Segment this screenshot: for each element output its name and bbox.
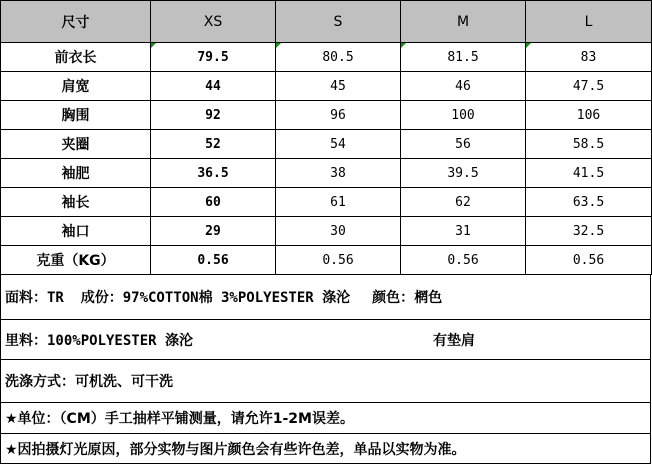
table-row (1, 159, 652, 188)
row-label: 肩宽 (1, 72, 151, 101)
table-row (1, 101, 652, 130)
cell-xs: 79.5 (151, 43, 276, 72)
color-disclaimer: ★因拍摄灯光原因，部分实物与图片颜色会有些许色差，单品以实物为准。 (5, 441, 466, 458)
table-row (1, 246, 652, 275)
cell-m: 0.56 (401, 246, 526, 275)
cell-m: 31 (401, 217, 526, 246)
cell-l: 47.5 (526, 72, 652, 101)
cell-s: 96 (276, 101, 401, 130)
cell-l: 106 (526, 101, 652, 130)
cell-l: 83 (526, 43, 652, 72)
header-s: S (276, 1, 401, 43)
row-label: 袖肥 (1, 159, 151, 188)
fabric-composition: 面料：TR 成份：97%COTTON棉 3%POLYESTER 涤沦 (5, 290, 351, 306)
cell-m: 81.5 (401, 43, 526, 72)
table-row (1, 72, 652, 101)
cell-xs: 60 (151, 188, 276, 217)
cell-xs: 29 (151, 217, 276, 246)
cell-l: 0.56 (526, 246, 652, 275)
washing-instructions: 洗涤方式：可机洗、可干洗 (5, 374, 173, 390)
cell-l: 32.5 (526, 217, 652, 246)
cell-s: 38 (276, 159, 401, 188)
cell-xs: 52 (151, 130, 276, 159)
cell-m: 39.5 (401, 159, 526, 188)
header-xs: XS (151, 1, 276, 43)
cell-s: 80.5 (276, 43, 401, 72)
shoulder-pad-note: 有垫肩 (433, 332, 475, 349)
table-row (1, 130, 652, 159)
row-label: 前衣长 (1, 43, 151, 72)
washing-note-row (0, 360, 651, 403)
cell-m: 56 (401, 130, 526, 159)
table-row (1, 217, 652, 246)
cell-xs: 36.5 (151, 159, 276, 188)
lining-composition: 里料：100%POLYESTER 涤沦 (5, 332, 194, 349)
cell-m: 46 (401, 72, 526, 101)
table-row (1, 43, 652, 72)
unit-note: ★单位：（CM）手工抽样平铺测量，请允许1-2M误差。 (5, 411, 354, 427)
cell-s: 0.56 (276, 246, 401, 275)
header-size: 尺寸 (1, 1, 151, 43)
header-row (1, 1, 652, 43)
fabric-note-row (0, 275, 651, 320)
cell-xs: 0.56 (151, 246, 276, 275)
row-label: 夹圈 (1, 130, 151, 159)
lining-note-row (0, 320, 651, 360)
row-label: 袖长 (1, 188, 151, 217)
header-m: M (401, 1, 526, 43)
cell-xs: 92 (151, 101, 276, 130)
unit-note-row (0, 403, 651, 434)
disclaimer-note-row (0, 434, 651, 464)
color-note: 颜色：棢色 (372, 290, 443, 306)
row-label: 克重（KG） (1, 246, 151, 275)
table-row (1, 188, 652, 217)
cell-l: 41.5 (526, 159, 652, 188)
row-label: 胸围 (1, 101, 151, 130)
cell-l: 63.5 (526, 188, 652, 217)
cell-s: 54 (276, 130, 401, 159)
cell-m: 62 (401, 188, 526, 217)
cell-s: 45 (276, 72, 401, 101)
row-label: 袖口 (1, 217, 151, 246)
header-l: L (526, 1, 652, 43)
cell-s: 61 (276, 188, 401, 217)
cell-xs: 44 (151, 72, 276, 101)
cell-m: 100 (401, 101, 526, 130)
cell-l: 58.5 (526, 130, 652, 159)
cell-s: 30 (276, 217, 401, 246)
